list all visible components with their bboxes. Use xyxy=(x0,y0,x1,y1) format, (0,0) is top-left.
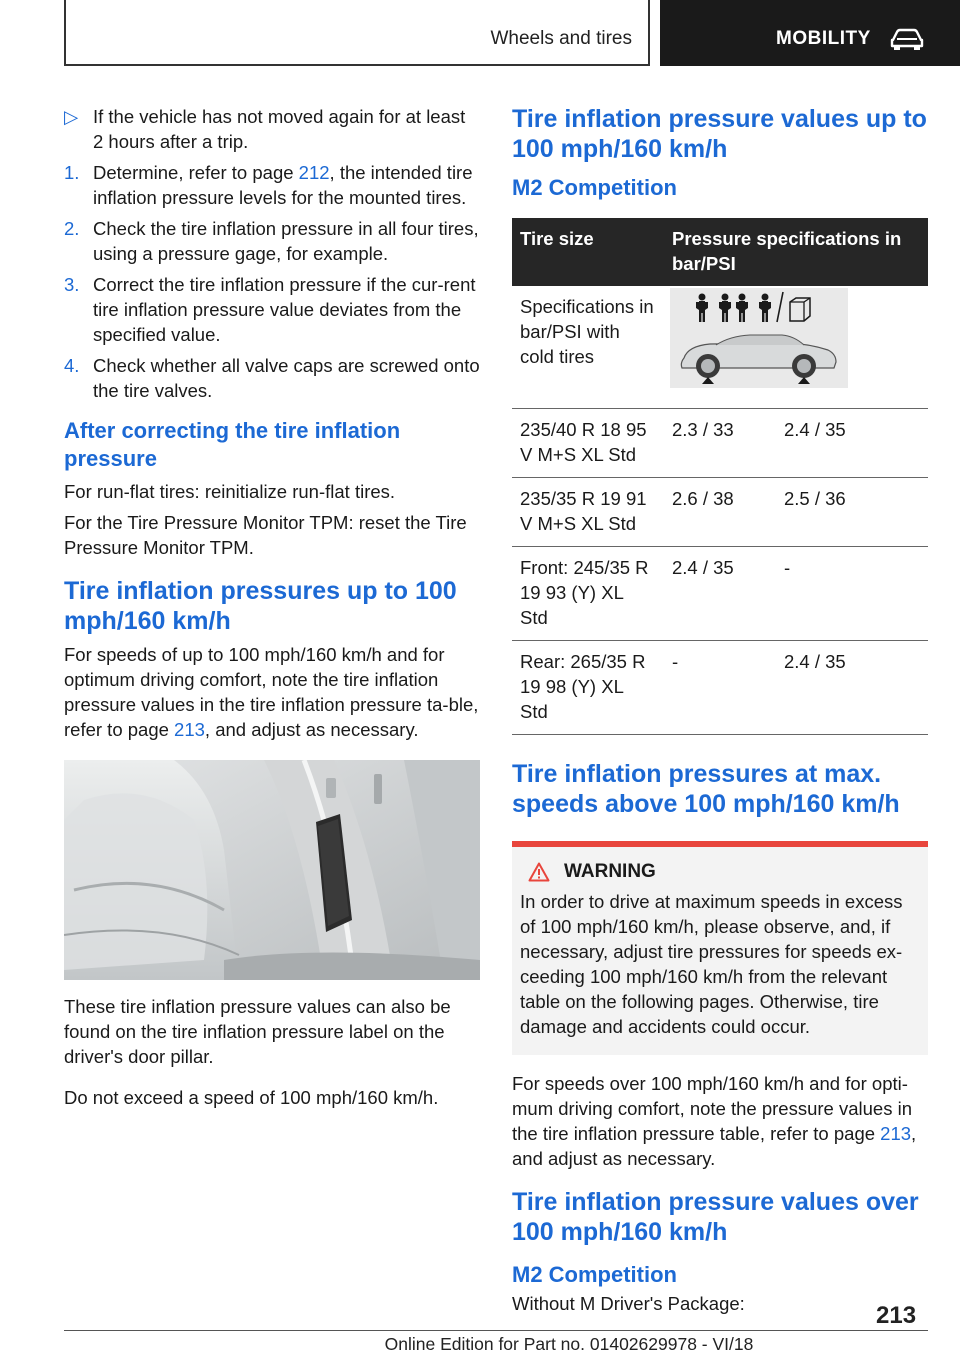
header-chapter-tab xyxy=(660,0,960,66)
chapter-title: MOBILITY xyxy=(776,28,871,49)
triangle-bullet-icon: ▷ xyxy=(64,106,79,127)
page-number: 213 xyxy=(876,1302,917,1329)
tpm-reset-text: For the Tire Pressure Monitor TPM: reset the Tire Pressure Monitor TPM. xyxy=(64,512,467,558)
col-pressure: Pressure specifications in bar/PSI xyxy=(664,218,928,286)
page-link-213-b[interactable]: 213 xyxy=(880,1123,912,1144)
up-to-100-text: For speeds of up to 100 mph/160 km/h and for optimum driving comfort, note the tire inflation pressure values in the tire inflation pressure ta-ble, refer to page 213, and adjust as necessary. xyxy=(64,644,479,740)
over-100-text: For speeds over 100 mph/160 km/h and for opti-mum driving comfort, note the pressure values in the tire inflation pressure table, refer to page 213, and adjust as necessary. xyxy=(512,1073,917,1169)
warning-header xyxy=(528,861,920,883)
step-4: 4. Check whether all valve caps are screwed onto the tire valves. xyxy=(64,355,480,401)
col-tire-size: Tire size xyxy=(512,218,664,286)
warning-title: WARNING xyxy=(564,861,656,882)
footer-rule xyxy=(64,1330,928,1331)
footer-edition-text: Online Edition for Part no. 01402629978 - VI/18 xyxy=(384,1334,754,1354)
table-row-spec xyxy=(512,286,928,409)
dont-exceed-text: Do not exceed a speed of 100 mph/160 km/h. xyxy=(64,1087,439,1108)
warning-triangle-icon xyxy=(528,862,550,882)
spec-label: Specifications in bar/PSI with cold tires xyxy=(512,286,664,409)
values-over-heading: Tire inflation pressure values over 100 mph/160 km/h xyxy=(512,1188,919,1246)
run-flat-text: For run-flat tires: reinitialize run-flat tires. xyxy=(64,481,396,502)
header-section-tab xyxy=(64,0,650,66)
door-pillar-illustration xyxy=(64,760,480,980)
vehicle-load-icon xyxy=(670,288,848,388)
after-correcting-heading: After correcting the tire inflation pressure xyxy=(64,418,401,471)
table-row: Rear: 265/35 R 19 98 (Y) XL Std - 2.4 / 35 xyxy=(512,641,928,735)
door-pillar-photo xyxy=(64,760,480,980)
warning-text: In order to drive at maximum speeds in excess of 100 mph/160 km/h, please observe, and, if necessary, adjust tire pressures for speeds ex-ceeding 100 mph/160 km/h from the relevant table on the following pages. Otherwise, tire damage and accidents could occur. xyxy=(520,891,903,1037)
table-row: Front: 245/35 R 19 93 (Y) XL Std 2.4 / 35 - xyxy=(512,547,928,641)
right-column xyxy=(512,104,928,1326)
photo-caption: These tire inflation pressure values can also be found on the tire inflation pressure label on the driver's door pillar. xyxy=(64,996,451,1067)
without-package-text: Without M Driver's Package: xyxy=(512,1293,745,1314)
values-up-to-heading: Tire inflation pressure values up to 100 mph/160 km/h xyxy=(512,105,927,163)
step-1: 1. Determine, refer to page 212, the intended tire inflation pressure levels for the mounted tires. xyxy=(64,162,473,208)
table-row: 235/40 R 18 95 V M+S XL Std 2.3 / 33 2.4 / 35 xyxy=(512,409,928,478)
model-heading-2: M2 Competition xyxy=(512,1262,677,1287)
warning-box xyxy=(512,841,928,1055)
table-row: 235/35 R 19 91 V M+S XL Std 2.6 / 38 2.5 / 36 xyxy=(512,478,928,547)
model-heading: M2 Competition xyxy=(512,175,677,200)
step-2: 2. Check the tire inflation pressure in all four tires, using a pressure gage, for example. xyxy=(64,218,479,264)
up-to-100-heading: Tire inflation pressures up to 100 mph/160 km/h xyxy=(64,577,457,635)
page-link-213[interactable]: 213 xyxy=(174,719,205,740)
table-header-row xyxy=(512,218,928,286)
step-3: 3. Correct the tire inflation pressure if the cur-rent tire inflation pressure value deviates from the specified value. xyxy=(64,274,476,345)
left-column xyxy=(64,104,480,1120)
section-title: Wheels and tires xyxy=(490,28,632,49)
load-diagram-cell xyxy=(664,286,928,409)
pressure-table xyxy=(512,218,928,735)
max-speeds-heading: Tire inflation pressures at max. speeds above 100 mph/160 km/h xyxy=(512,760,900,818)
page-link-212[interactable]: 212 xyxy=(298,162,330,183)
intro-bullet: ▷ If the vehicle has not moved again for at least 2 hours after a trip. xyxy=(64,106,466,152)
car-icon xyxy=(890,28,924,50)
